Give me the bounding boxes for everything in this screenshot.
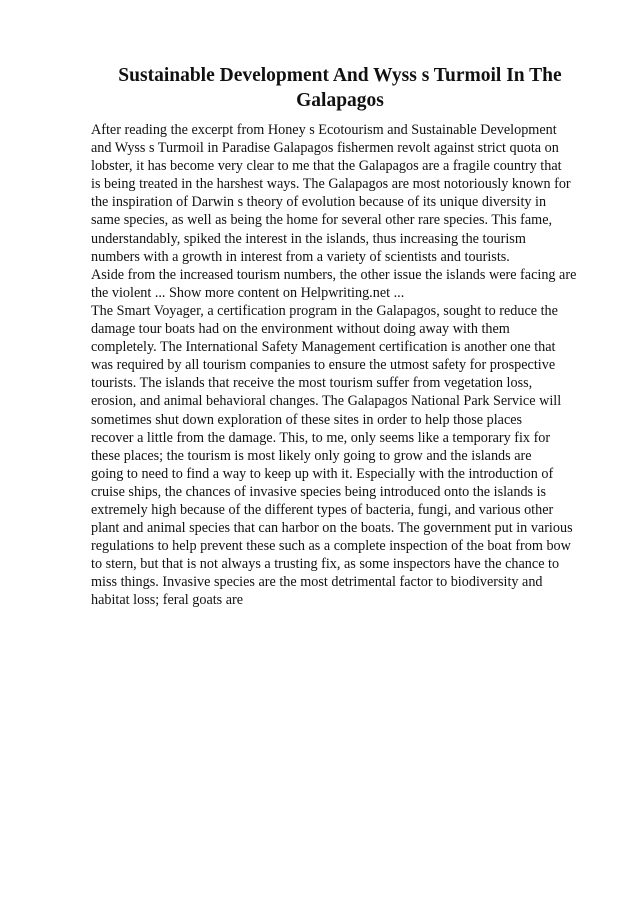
body-line: recover a little from the damage. This, to me, only seems like a temporary fix for <box>91 429 551 446</box>
body-line: completely. The International Safety Management certification is another one that <box>91 339 556 356</box>
body-line: to stern, but that is not always a trusting fix, as some inspectors have the chance to <box>91 556 560 573</box>
body-line: plant and animal species that can harbor on the boats. The government put in various <box>91 520 573 537</box>
body-line: lobster, it has become very clear to me that the Galapagos are a fragile country that <box>91 158 562 175</box>
body-line: The Smart Voyager, a certification program in the Galapagos, sought to reduce the <box>91 302 558 319</box>
body-line: After reading the excerpt from Honey s Ecotourism and Sustainable Development <box>91 122 557 138</box>
body-line: the inspiration of Darwin s theory of evolution because of its unique diversity in <box>91 194 547 211</box>
body-line: regulations to help prevent these such as a complete inspection of the boat from bow <box>91 538 571 555</box>
body-line: miss things. Invasive species are the most detrimental factor to biodiversity and <box>91 574 543 591</box>
body-line: was required by all tourism companies to ensure the utmost safety for prospective <box>91 357 556 374</box>
body-line: damage tour boats had on the environment without doing away with them <box>91 321 510 338</box>
body-line: tourists. The islands that receive the most tourism suffer from vegetation loss, <box>91 375 533 392</box>
body-line: numbers with a growth in interest from a variety of scientists and tourists. <box>91 248 510 265</box>
body-line: going to need to find a way to keep up with it. Especially with the introduction of <box>91 465 554 482</box>
body-line: sometimes shut down exploration of these sites in order to help those places <box>91 411 523 428</box>
body-line: same species, as well as being the home for several other rare species. This fame, <box>91 212 553 229</box>
body-line: the violent ... Show more content on Helpwriting.net ... <box>91 284 405 301</box>
body-line: and Wyss s Turmoil in Paradise Galapagos fishermen revolt against strict quota on <box>91 140 559 157</box>
body-line: is being treated in the harshest ways. The Galapagos are most notoriously known for <box>91 176 571 193</box>
body-line: habitat loss; feral goats are <box>91 592 244 609</box>
body-line: these places; the tourism is most likely only going to grow and the islands are <box>91 447 532 464</box>
title-line: Galapagos <box>296 90 384 111</box>
title-line: Sustainable Development And Wyss s Turmoil In The <box>118 65 562 86</box>
body-line: extremely high because of the different types of bacteria, fungi, and various other <box>91 501 554 518</box>
document-title <box>60 63 620 113</box>
body-line: cruise ships, the chances of invasive species being introduced onto the islands is <box>91 483 547 500</box>
document-body <box>91 121 611 610</box>
body-line: Aside from the increased tourism numbers, the other issue the islands were facing are <box>91 266 577 283</box>
body-line: erosion, and animal behavioral changes. The Galapagos National Park Service will <box>91 393 562 410</box>
body-line: understandably, spiked the interest in the islands, thus increasing the tourism <box>91 230 526 247</box>
